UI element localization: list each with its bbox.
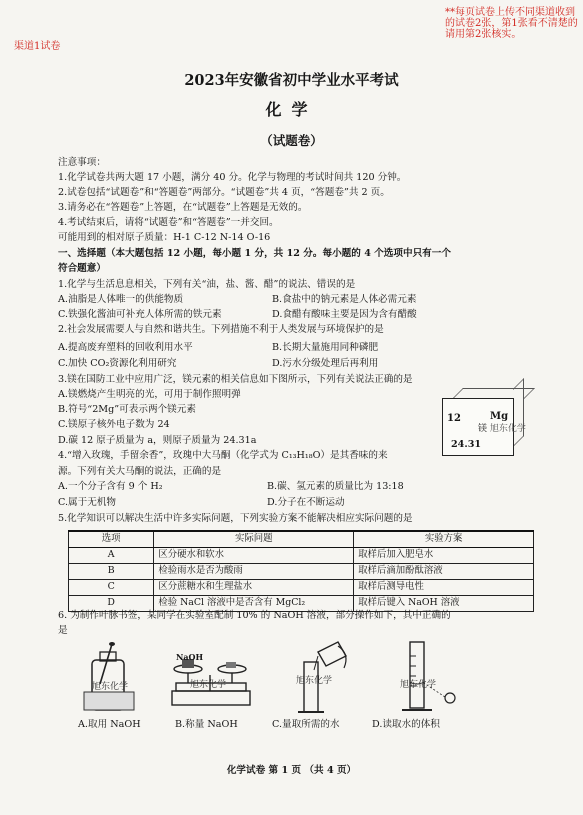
cell-option: B [69, 564, 154, 580]
question-4-stem: 4.“增入玫瑰，手留余香”，玫瑰中大马酮（化学式为 C₁₃H₁₈O）是其香味的来 [58, 450, 388, 461]
naoh-label: NaOH [176, 652, 204, 662]
element-watermark: 旭东化学 [489, 424, 526, 434]
atomic-number: 12 [447, 413, 461, 424]
upload-note: **每页试卷上传不同渠道收到的试卷2张，第1张看不清楚的请用第2张核实。 [445, 7, 578, 40]
cell-problem: 检验 NaCl 溶液中是否含有 MgCl₂ [154, 596, 354, 612]
atomic-mass: 24.31 [451, 439, 482, 450]
cell-plan: 取样后加入肥皂水 [354, 548, 534, 564]
cell-option: D [69, 596, 154, 612]
cell-plan: 取样后键入 NaOH 溶液 [354, 596, 534, 612]
q2-option-d: D.污水分级处理后再利用 [272, 358, 379, 369]
q4-option-b: B.碳、氢元素的质量比为 13:18 [267, 481, 404, 492]
figure-caption-a: A.取用 NaOH [78, 719, 141, 730]
element-symbol: Mg [490, 411, 509, 422]
figure-watermark: 旭东化学 [92, 682, 129, 692]
table-row [69, 548, 534, 564]
experiment-table [68, 530, 534, 612]
q2-option-b: B.长期大量施用同种磷肥 [272, 342, 379, 353]
q1-option-a: A.油脂是人体唯一的供能物质 [58, 294, 184, 305]
cell-plan: 取样后滴加酚酞溶液 [354, 564, 534, 580]
question-2-stem: 2.社会发展需要人与自然和谐共生。下列措施不利于人类发展与环境保护的是 [58, 324, 384, 335]
figure-caption-c: C.量取所需的水 [272, 719, 340, 730]
cell-problem: 区分硬水和软水 [154, 548, 354, 564]
section-heading-cont: 符合题意） [58, 263, 106, 274]
q4-option-c: C.属于无机物 [58, 497, 117, 508]
table-header-row [69, 531, 534, 548]
header-problem: 实际问题 [154, 531, 354, 548]
q1-option-d: D.食醋有酸味主要是因为含有醋酸 [272, 309, 417, 320]
q3-option-a: A.镁燃烧产生明亮的光，可用于制作照明弹 [58, 389, 241, 400]
figure-caption-d: D.读取水的体积 [372, 719, 440, 730]
q3-option-b: B.符号“2Mg”可表示两个镁元素 [58, 404, 196, 415]
q3-option-c: C.镁原子核外电子数为 24 [58, 419, 170, 430]
cell-option: A [69, 548, 154, 564]
note-item: 2.试卷包括“试题卷”和“答题卷”两部分。“试题卷”共 4 页，“答题卷”共 2 页。 [58, 187, 390, 198]
question-1-stem: 1.化学与生活息息相关，下列有关“油，盐、酱、醋”的说法、错误的是 [58, 279, 356, 290]
cell-problem: 区分蔗糖水和生理盐水 [154, 580, 354, 596]
element-name-text: 镁 [478, 424, 488, 434]
q1-option-c: C.铁强化酱油可补充人体所需的铁元素 [58, 309, 222, 320]
cell-plan: 取样后测导电性 [354, 580, 534, 596]
figure-watermark: 旭东化学 [190, 680, 227, 690]
note-item: 4.考试结束后，请将“试题卷”和“答题卷”一并交回。 [58, 217, 279, 228]
subject-title: 化学 [265, 100, 318, 119]
figure-caption-b: B.称量 NaOH [175, 719, 238, 730]
q1-option-b: B.食盐中的钠元素是人体必需元素 [272, 294, 417, 305]
question-5-stem: 5.化学知识可以解决生活中许多实际问题，下列实验方案不能解决相应实际问题的是 [58, 513, 413, 524]
cell-option: C [69, 580, 154, 596]
section-heading: 一、选择题（本大题包括 12 小题，每小题 1 分，共 12 分。每小题的 4 个选项中只有一个 [58, 248, 451, 259]
atomic-mass-note: 可能用到的相对原子质量：H-1 C-12 N-14 O-16 [58, 232, 271, 243]
header-plan: 实验方案 [354, 531, 534, 548]
channel-label: 渠道1试卷 [14, 41, 61, 52]
note-item: 3.请务必在“答题卷”上答题，在“试题卷”上答题是无效的。 [58, 202, 308, 213]
page-footer: 化学试卷 第 1 页 （共 4 页） [226, 765, 357, 776]
question-6-stem: 6. 为制作叶脉书签，某同学在实验室配制 10% 的 NaOH 溶液，部分操作如下，其中正确的 [58, 610, 451, 621]
figure-watermark: 旭东化学 [296, 676, 333, 686]
element-name [478, 424, 526, 436]
q2-option-c: C.加快 CO₂资源化利用研究 [58, 358, 177, 369]
q4-option-d: D.分子在不断运动 [267, 497, 345, 508]
table-row [69, 564, 534, 580]
reading-figure [392, 636, 464, 716]
volume-label: （试题卷） [260, 133, 323, 148]
reagent-bottle-figure [78, 640, 148, 716]
figure-watermark: 旭东化学 [400, 680, 437, 690]
q2-option-a: A.提高废弃塑料的回收利用水平 [58, 342, 193, 353]
question-3-stem: 3.镁在国防工业中应用广泛，镁元素的相关信息如下图所示，下列有关说法正确的是 [58, 374, 413, 385]
element-card-side [513, 378, 524, 447]
q3-option-d: D.碳 12 原子质量为 a，则原子质量为 24.31a [58, 435, 257, 446]
note-item: 1.化学试卷共两大题 17 小题，满分 40 分。化学与物理的考试时间共 120 分钟。 [58, 172, 407, 183]
question-4-stem-cont: 源。下列有关大马酮的说法，正确的是 [58, 466, 222, 477]
exam-title: 2023年安徽省初中学业水平考试 [184, 72, 399, 89]
q4-option-a: A.一个分子含有 9 个 H₂ [58, 481, 163, 492]
header-option: 选项 [69, 531, 154, 548]
question-6-stem-cont: 是 [58, 625, 68, 636]
notes-heading: 注意事项： [58, 157, 106, 168]
table-row [69, 580, 534, 596]
cell-problem: 检验雨水是否为酸雨 [154, 564, 354, 580]
